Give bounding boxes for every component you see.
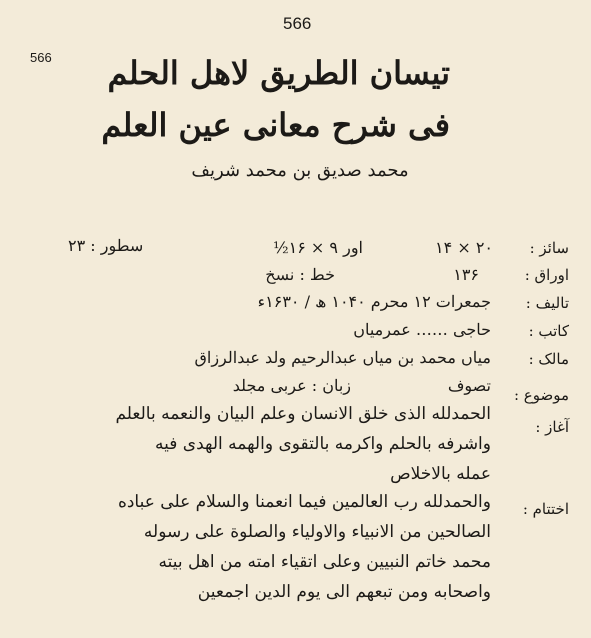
leaves-value: ۱۳۶ <box>453 265 479 284</box>
leaves-label: اوراق : <box>524 266 569 284</box>
subject-value: تصوف <box>447 376 491 395</box>
lines-count: سطور : ۲۳ <box>68 236 144 255</box>
owner-label: مالک : <box>528 350 569 368</box>
size-alternate: اور ۹ × ۱۶½ <box>273 238 363 257</box>
owner-name: میاں محمد بن میاں عبدالرحیم ولد عبدالرزاق <box>194 348 491 367</box>
scribe-name: حاجی …… عمرمیاں <box>353 320 491 339</box>
ending-line: واصحابه ومن تبعهم الی یوم الدین اجمعین <box>197 582 491 602</box>
size-value: ۲۰ × ۱۴ <box>435 238 493 257</box>
script-style: خط : نسخ <box>265 265 335 284</box>
title-line-1: تیسان الطریق لاهل الحلم <box>107 54 450 92</box>
subject-label: موضوع : <box>513 386 569 404</box>
beginning-label: آغاز : <box>535 418 569 436</box>
compiled-date: جمعرات ۱۲ محرم ۱۰۴۰ ھ / ۱۶۳۰ء <box>257 292 491 311</box>
ending-label: اختتام : <box>522 500 569 518</box>
size-label: سائز : <box>529 239 569 257</box>
scribe-label: کاتب : <box>528 322 569 340</box>
language-binding: زبان : عربی مجلد <box>232 376 351 395</box>
page-number-top: 566 <box>283 14 312 33</box>
ending-line: الصالحین من الانبیاء والاولیاء والصلوة علی رسوله <box>143 522 491 542</box>
page-number-left: 566 <box>30 50 52 65</box>
title-line-2: فی شرح معانی عین العلم <box>101 106 450 144</box>
ending-line: والحمدلله رب العالمین فیما انعمنا والسلام علی عباده <box>117 492 491 512</box>
beginning-line: الحمدلله الذی خلق الانسان وعلم البیان والنعمه بالعلم <box>115 404 491 424</box>
ending-line: محمد خاتم النبیین وعلی اتقیاء امته من اهل بیته <box>158 552 491 572</box>
compiled-label: تالیف : <box>525 294 569 312</box>
author-name: محمد صدیق بن محمد شریف <box>191 160 409 181</box>
beginning-line: عمله بالاخلاص <box>390 464 491 484</box>
beginning-line: واشرفه بالحلم واکرمه بالتقوی والهمه الهدی فیه <box>155 434 491 454</box>
